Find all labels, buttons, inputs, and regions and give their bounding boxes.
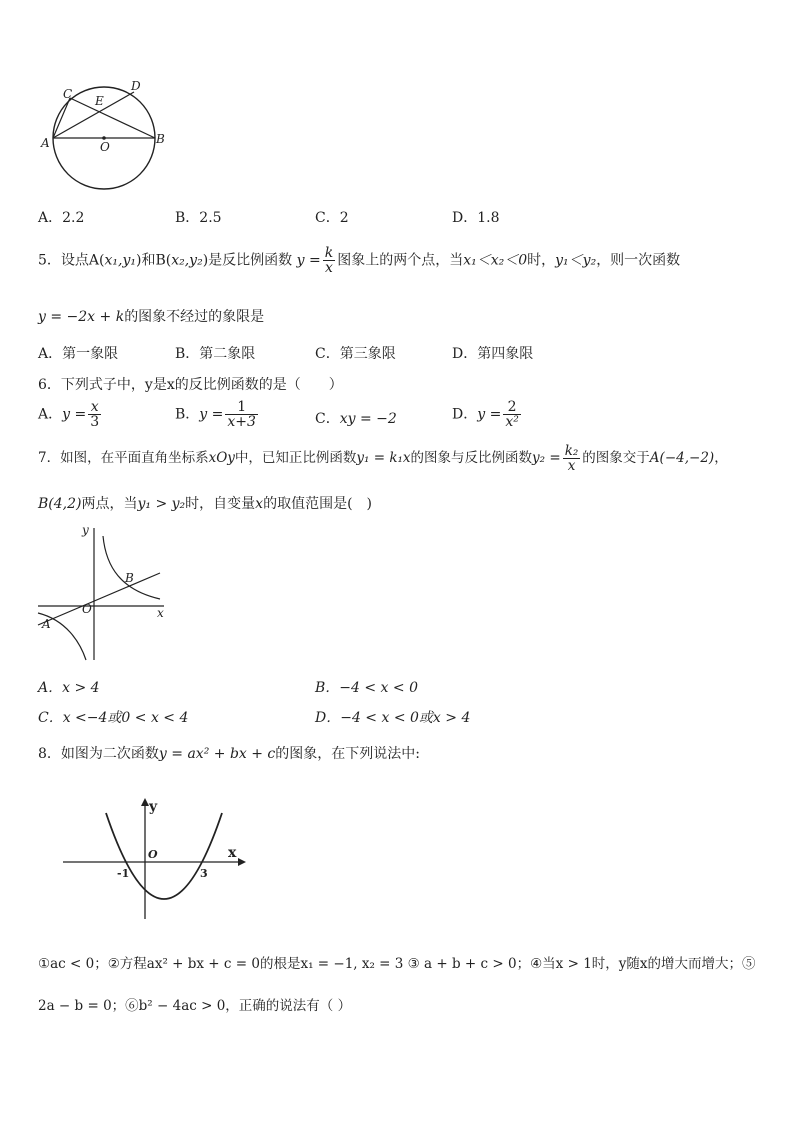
q5-and: 和B: [141, 252, 166, 269]
q5-option-d: D．第四象限: [452, 346, 534, 362]
q7-label-y: y: [82, 523, 89, 537]
q5-stem-line1: 5．设点A(x₁,y₁)和B(x₂,y₂)是反比例函数 y = $\frac{k}{x}$ 图象上的两个点，当x₁＜x₂＜0时，y₁＜y₂，则一次函数: [38, 245, 681, 276]
q4-label-D: D: [131, 79, 141, 93]
q5-mid: 是反比例函数: [208, 252, 293, 269]
q7-option-a: A．x > 4: [38, 680, 100, 696]
q8-statements-line1: ①ac < 0；②方程ax² + bx + c = 0的根是x₁ = −1, x₂ = 3 ③ a + b + c > 0；④当x > 1时，y随x的增大而增大；⑤: [38, 956, 756, 972]
q7-option-c: C．x <−4或0 < x < 4: [38, 710, 189, 726]
q4-option-b: B．2.5: [175, 210, 222, 226]
q6-option-d: D．y = $\frac{2}{\text{x²}}$: [452, 399, 519, 430]
q7-option-b: B．−4 < x < 0: [315, 680, 418, 696]
q8-label-3: 3: [200, 867, 208, 880]
q4-option-a: A．2.2: [38, 210, 85, 226]
q4-label-B: B: [156, 132, 165, 146]
q8-parabola-figure: [60, 795, 250, 923]
q5-cond: 图象上的两个点，当: [337, 252, 464, 269]
q8-statements-line2: 2a − b = 0；⑥b² − 4ac > 0，正确的说法有（ ）: [38, 998, 352, 1014]
q5-ineq2: y₁＜y₂: [555, 252, 597, 269]
q8-label-O: O: [148, 848, 158, 861]
q7-stem-line2: B(4,2)两点，当y₁ > y₂时，自变量x的取值范围是( ): [38, 496, 373, 512]
q7-graph-figure: [36, 522, 171, 664]
q7-label-O: O: [82, 602, 92, 616]
q5-point-a: x₁,y₁: [104, 252, 136, 269]
q6-option-c: C．xy = −2: [315, 411, 397, 427]
q5-frac-num: k: [324, 245, 334, 261]
q5-tail: ，则一次函数: [596, 252, 681, 269]
q7-stem-line1: 7．如图，在平面直角坐标系xOy中，已知正比例函数y₁ = k₁x的图象与反比例函数y₂ = $\frac{\text{k₂}}{x}$ 的图象交于A(−4,−2)，: [38, 443, 728, 474]
q5-option-a: A．第一象限: [38, 346, 119, 362]
q6-option-a: A．y = $\frac{x}{3}$: [38, 399, 100, 430]
q5-option-c: C．第三象限: [315, 346, 396, 362]
q5-ineq1: x₁＜x₂＜0: [463, 252, 528, 269]
q4-label-C: C: [63, 87, 73, 101]
q5-option-b: B．第二象限: [175, 346, 256, 362]
q5-when: 时，: [527, 252, 556, 269]
q4-option-d: D．1.8: [452, 210, 500, 226]
q5-line-formula: y = −2x + k: [38, 309, 125, 325]
q7-label-B: B: [125, 571, 134, 585]
q7-option-d: D．−4 < x < 0或x > 4: [315, 710, 471, 726]
q4-option-c: C．2: [315, 210, 349, 226]
q5-pre: 5．设点A: [38, 252, 100, 269]
q7-label-x: x: [157, 606, 164, 620]
q6-stem: 6．下列式子中，y是x的反比例函数的是（ ）: [38, 377, 343, 393]
q5-frac-den: x: [325, 260, 333, 276]
q8-label-y: y: [149, 799, 158, 815]
q4-label-O: O: [100, 140, 110, 154]
q4-label-A: A: [41, 136, 50, 150]
q4-circle-figure: [38, 78, 168, 192]
q5-fraction: [323, 246, 335, 275]
q5-stem-line2: [38, 306, 264, 326]
q8-stem: 8．如图为二次函数y = ax² + bx + c的图象，在下列说法中:: [38, 746, 420, 762]
q5-func-y: y =: [296, 252, 321, 269]
q7-label-A: A: [42, 617, 51, 631]
q8-label-x: x: [228, 845, 237, 861]
q5-line-text: 的图象不经过的象限是: [124, 309, 265, 325]
q8-label-minus1: -1: [117, 867, 130, 880]
q4-label-E: E: [95, 94, 104, 108]
q5-point-b: x₂,y₂: [171, 252, 203, 269]
q6-option-b: B．y = $\frac{1}{x+3}$: [175, 399, 256, 430]
